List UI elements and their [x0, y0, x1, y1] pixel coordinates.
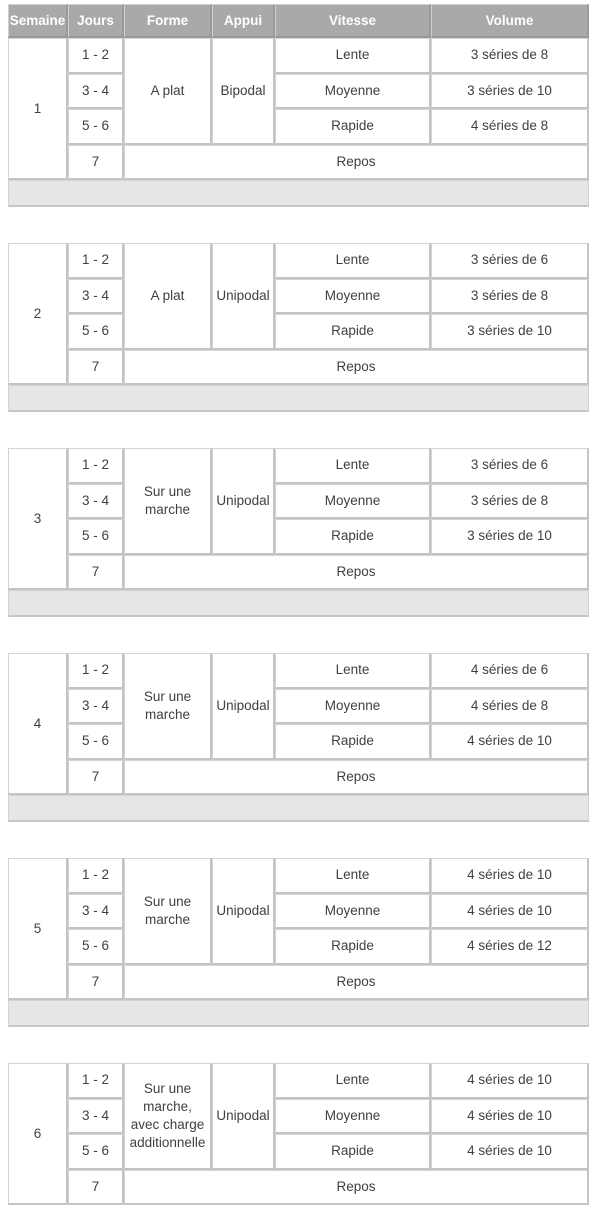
volume-cell: 3 séries de 10	[431, 519, 589, 555]
speed-cell: Rapide	[275, 724, 431, 760]
volume-cell: 4 séries de 10	[431, 858, 589, 894]
form-cell: Sur une marche	[124, 653, 212, 760]
day-range: 1 - 2	[68, 858, 124, 894]
header-forme: Forme	[124, 4, 212, 38]
header-vitesse: Vitesse	[275, 4, 431, 38]
rest-day: 7	[68, 145, 124, 181]
support-cell: Unipodal	[212, 1063, 275, 1170]
speed-cell: Moyenne	[275, 1099, 431, 1135]
volume-cell: 4 séries de 10	[431, 894, 589, 930]
day-range: 3 - 4	[68, 689, 124, 725]
day-range: 5 - 6	[68, 519, 124, 555]
volume-cell: 3 séries de 10	[431, 74, 589, 110]
form-cell: Sur une marche, avec charge additionnelle	[124, 1063, 212, 1170]
speed-cell: Lente	[275, 858, 431, 894]
volume-cell: 3 séries de 6	[431, 448, 589, 484]
day-range: 1 - 2	[68, 38, 124, 74]
form-cell: A plat	[124, 38, 212, 145]
support-cell: Bipodal	[212, 38, 275, 145]
form-cell: Sur une marche	[124, 858, 212, 965]
speed-cell: Moyenne	[275, 484, 431, 520]
speed-cell: Moyenne	[275, 279, 431, 315]
support-cell: Unipodal	[212, 448, 275, 555]
volume-cell: 4 séries de 8	[431, 689, 589, 725]
week-number: 4	[8, 653, 68, 795]
speed-cell: Moyenne	[275, 894, 431, 930]
week-separator	[8, 385, 589, 412]
week-separator	[8, 1000, 589, 1027]
support-cell: Unipodal	[212, 243, 275, 350]
week-number: 6	[8, 1063, 68, 1205]
speed-cell: Lente	[275, 243, 431, 279]
speed-cell: Rapide	[275, 1134, 431, 1170]
speed-cell: Rapide	[275, 314, 431, 350]
rest-label: Repos	[124, 145, 589, 181]
day-range: 3 - 4	[68, 1099, 124, 1135]
header-volume: Volume	[431, 4, 589, 38]
header-semaine: Semaine	[8, 4, 68, 38]
day-range: 5 - 6	[68, 109, 124, 145]
volume-cell: 3 séries de 8	[431, 38, 589, 74]
week-number: 1	[8, 38, 68, 180]
volume-cell: 4 séries de 10	[431, 724, 589, 760]
day-range: 3 - 4	[68, 484, 124, 520]
speed-cell: Moyenne	[275, 74, 431, 110]
speed-cell: Lente	[275, 38, 431, 74]
rest-label: Repos	[124, 350, 589, 386]
day-range: 3 - 4	[68, 279, 124, 315]
day-range: 5 - 6	[68, 1134, 124, 1170]
support-cell: Unipodal	[212, 653, 275, 760]
rest-label: Repos	[124, 555, 589, 591]
volume-cell: 3 séries de 8	[431, 279, 589, 315]
volume-cell: 4 séries de 6	[431, 653, 589, 689]
rest-label: Repos	[124, 760, 589, 796]
rest-label: Repos	[124, 1170, 589, 1205]
rest-day: 7	[68, 965, 124, 1001]
volume-cell: 3 séries de 10	[431, 314, 589, 350]
speed-cell: Lente	[275, 653, 431, 689]
speed-cell: Moyenne	[275, 689, 431, 725]
speed-cell: Lente	[275, 448, 431, 484]
day-range: 3 - 4	[68, 894, 124, 930]
header-appui: Appui	[212, 4, 275, 38]
support-cell: Unipodal	[212, 858, 275, 965]
volume-cell: 3 séries de 6	[431, 243, 589, 279]
week-number: 5	[8, 858, 68, 1000]
week-number: 3	[8, 448, 68, 590]
speed-cell: Rapide	[275, 929, 431, 965]
volume-cell: 4 séries de 10	[431, 1134, 589, 1170]
rest-day: 7	[68, 760, 124, 796]
speed-cell: Lente	[275, 1063, 431, 1099]
form-cell: Sur une marche	[124, 448, 212, 555]
volume-cell: 4 séries de 8	[431, 109, 589, 145]
form-cell: A plat	[124, 243, 212, 350]
day-range: 1 - 2	[68, 653, 124, 689]
volume-cell: 4 séries de 10	[431, 1063, 589, 1099]
day-range: 1 - 2	[68, 1063, 124, 1099]
week-separator	[8, 590, 589, 617]
day-range: 1 - 2	[68, 448, 124, 484]
day-range: 5 - 6	[68, 724, 124, 760]
rest-day: 7	[68, 1170, 124, 1205]
week-separator	[8, 795, 589, 822]
volume-cell: 3 séries de 8	[431, 484, 589, 520]
speed-cell: Rapide	[275, 109, 431, 145]
day-range: 1 - 2	[68, 243, 124, 279]
week-separator	[8, 180, 589, 207]
rest-day: 7	[68, 350, 124, 386]
day-range: 5 - 6	[68, 314, 124, 350]
header-jours: Jours	[68, 4, 124, 38]
rest-day: 7	[68, 555, 124, 591]
speed-cell: Rapide	[275, 519, 431, 555]
volume-cell: 4 séries de 12	[431, 929, 589, 965]
week-number: 2	[8, 243, 68, 385]
rest-label: Repos	[124, 965, 589, 1001]
volume-cell: 4 séries de 10	[431, 1099, 589, 1135]
day-range: 5 - 6	[68, 929, 124, 965]
day-range: 3 - 4	[68, 74, 124, 110]
